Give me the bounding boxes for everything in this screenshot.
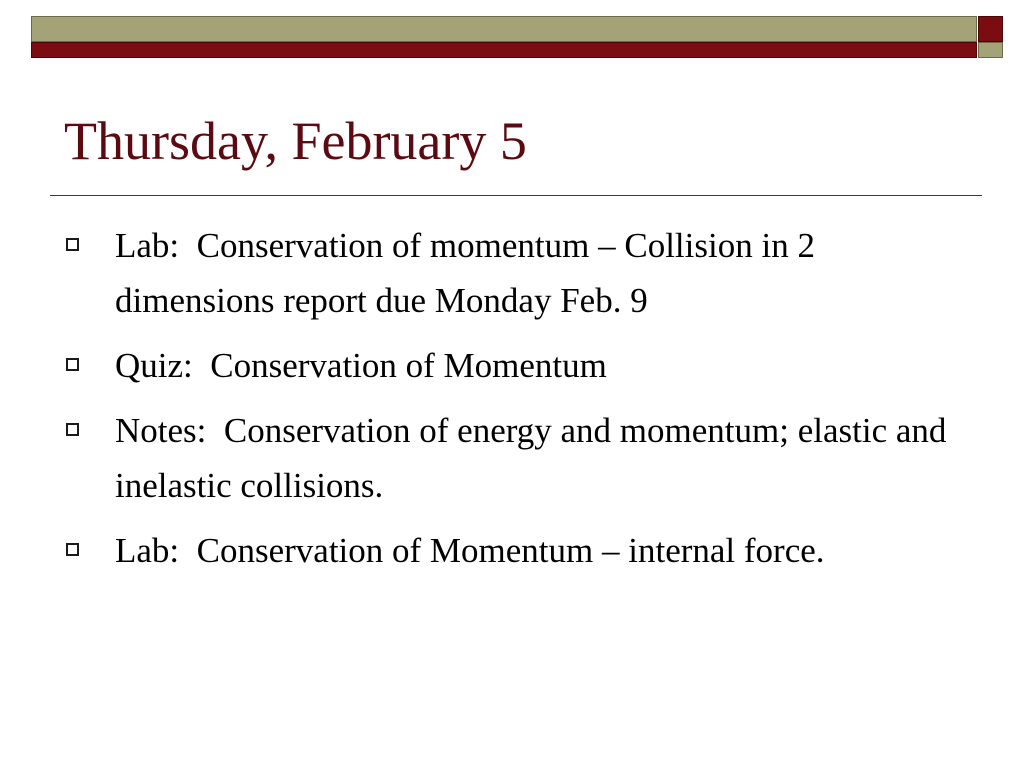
bullet-item xyxy=(64,523,964,578)
title-divider xyxy=(50,195,982,196)
header-corner-olive xyxy=(978,42,1003,58)
header-banner-olive xyxy=(31,16,977,42)
bullet-item xyxy=(64,338,964,393)
hollow-square-icon xyxy=(66,238,79,251)
header-corner-maroon xyxy=(978,16,1003,42)
hollow-square-icon xyxy=(66,423,79,436)
bullet-item xyxy=(64,403,964,513)
bullet-text: Lab: Conservation of Momentum – internal force. xyxy=(115,531,825,570)
slide-title: Thursday, February 5 xyxy=(64,111,527,171)
hollow-square-icon xyxy=(66,358,79,371)
bullet-item xyxy=(64,218,964,328)
header-banner-maroon xyxy=(31,42,977,58)
bullet-list xyxy=(64,218,964,588)
bullet-text: Notes: Conservation of energy and momentum; elastic and inelastic collisions. xyxy=(115,411,956,505)
bullet-text: Quiz: Conservation of Momentum xyxy=(115,346,607,385)
hollow-square-icon xyxy=(66,543,79,556)
bullet-text: Lab: Conservation of momentum – Collision in 2 dimensions report due Monday Feb. 9 xyxy=(115,226,824,320)
